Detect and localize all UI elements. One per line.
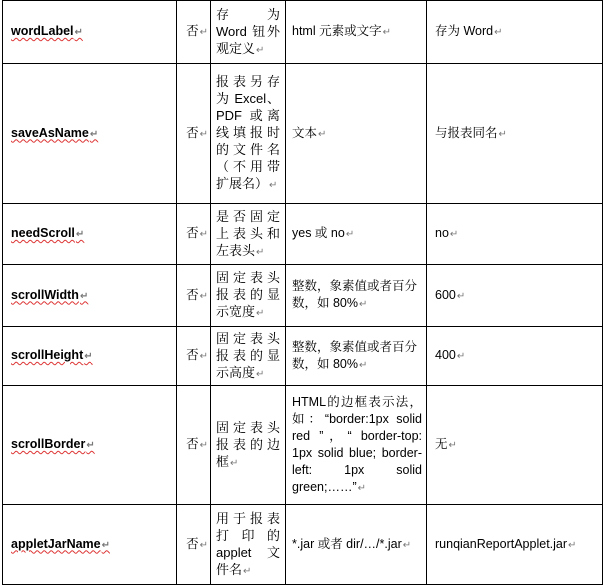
param-desc-cell: 用于报表打印的 applet 文件名↵ (211, 505, 286, 585)
table-row (3, 64, 603, 204)
param-type-cell: HTML的边框表示法，如：“border:1px solid red ”，“ border-top: 1px solid blue; border-left: 1px solid green;……”↵ (286, 386, 427, 505)
param-required-cell: 否↵ (177, 1, 211, 64)
param-name-cell: wordLabel↵ (3, 1, 177, 64)
param-default-cell: 无↵ (427, 386, 603, 505)
param-required-cell: 否↵ (177, 204, 211, 265)
param-desc-cell: 报表另存为 Excel、PDF 或离线填报时的文件名（不用带扩展名）↵ (211, 64, 286, 204)
param-default-cell: 与报表同名↵ (427, 64, 603, 204)
param-default-cell: runqianReportApplet.jar↵ (427, 505, 603, 585)
param-name-cell: saveAsName↵ (3, 64, 177, 204)
param-default-cell: 存为 Word↵ (427, 1, 603, 64)
param-type-cell: yes 或 no↵ (286, 204, 427, 265)
param-type-cell: 文本↵ (286, 64, 427, 204)
param-required-cell: 否↵ (177, 64, 211, 204)
param-default-cell: 400↵ (427, 327, 603, 386)
table-row (3, 1, 603, 64)
param-name-cell: scrollBorder↵ (3, 386, 177, 505)
table-row (3, 327, 603, 386)
table-row (3, 265, 603, 327)
param-name-cell: scrollWidth↵ (3, 265, 177, 327)
param-desc-cell: 是否固定上表头和左表头↵ (211, 204, 286, 265)
parameter-table (2, 0, 603, 585)
param-type-cell: 整数，象素值或者百分数，如 80%↵ (286, 327, 427, 386)
param-type-cell: *.jar 或者 dir/…/*.jar↵ (286, 505, 427, 585)
param-default-cell: no↵ (427, 204, 603, 265)
param-desc-cell: 固定表头报表的显示宽度↵ (211, 265, 286, 327)
param-default-cell: 600↵ (427, 265, 603, 327)
param-desc-cell: 固定表头报表的显示高度↵ (211, 327, 286, 386)
param-name-cell: needScroll↵ (3, 204, 177, 265)
param-required-cell: 否↵ (177, 327, 211, 386)
param-required-cell: 否↵ (177, 265, 211, 327)
table-row (3, 204, 603, 265)
table-row (3, 386, 603, 505)
param-desc-cell: 固定表头报表的边框↵ (211, 386, 286, 505)
param-required-cell: 否↵ (177, 505, 211, 585)
param-type-cell: html 元素或文字↵ (286, 1, 427, 64)
param-desc-cell: 存 为 Word 钮外观定义↵ (211, 1, 286, 64)
param-type-cell: 整数，象素值或者百分数，如 80%↵ (286, 265, 427, 327)
param-name-cell: appletJarName↵ (3, 505, 177, 585)
param-name-cell: scrollHeight↵ (3, 327, 177, 386)
table-row (3, 505, 603, 585)
param-required-cell: 否↵ (177, 386, 211, 505)
